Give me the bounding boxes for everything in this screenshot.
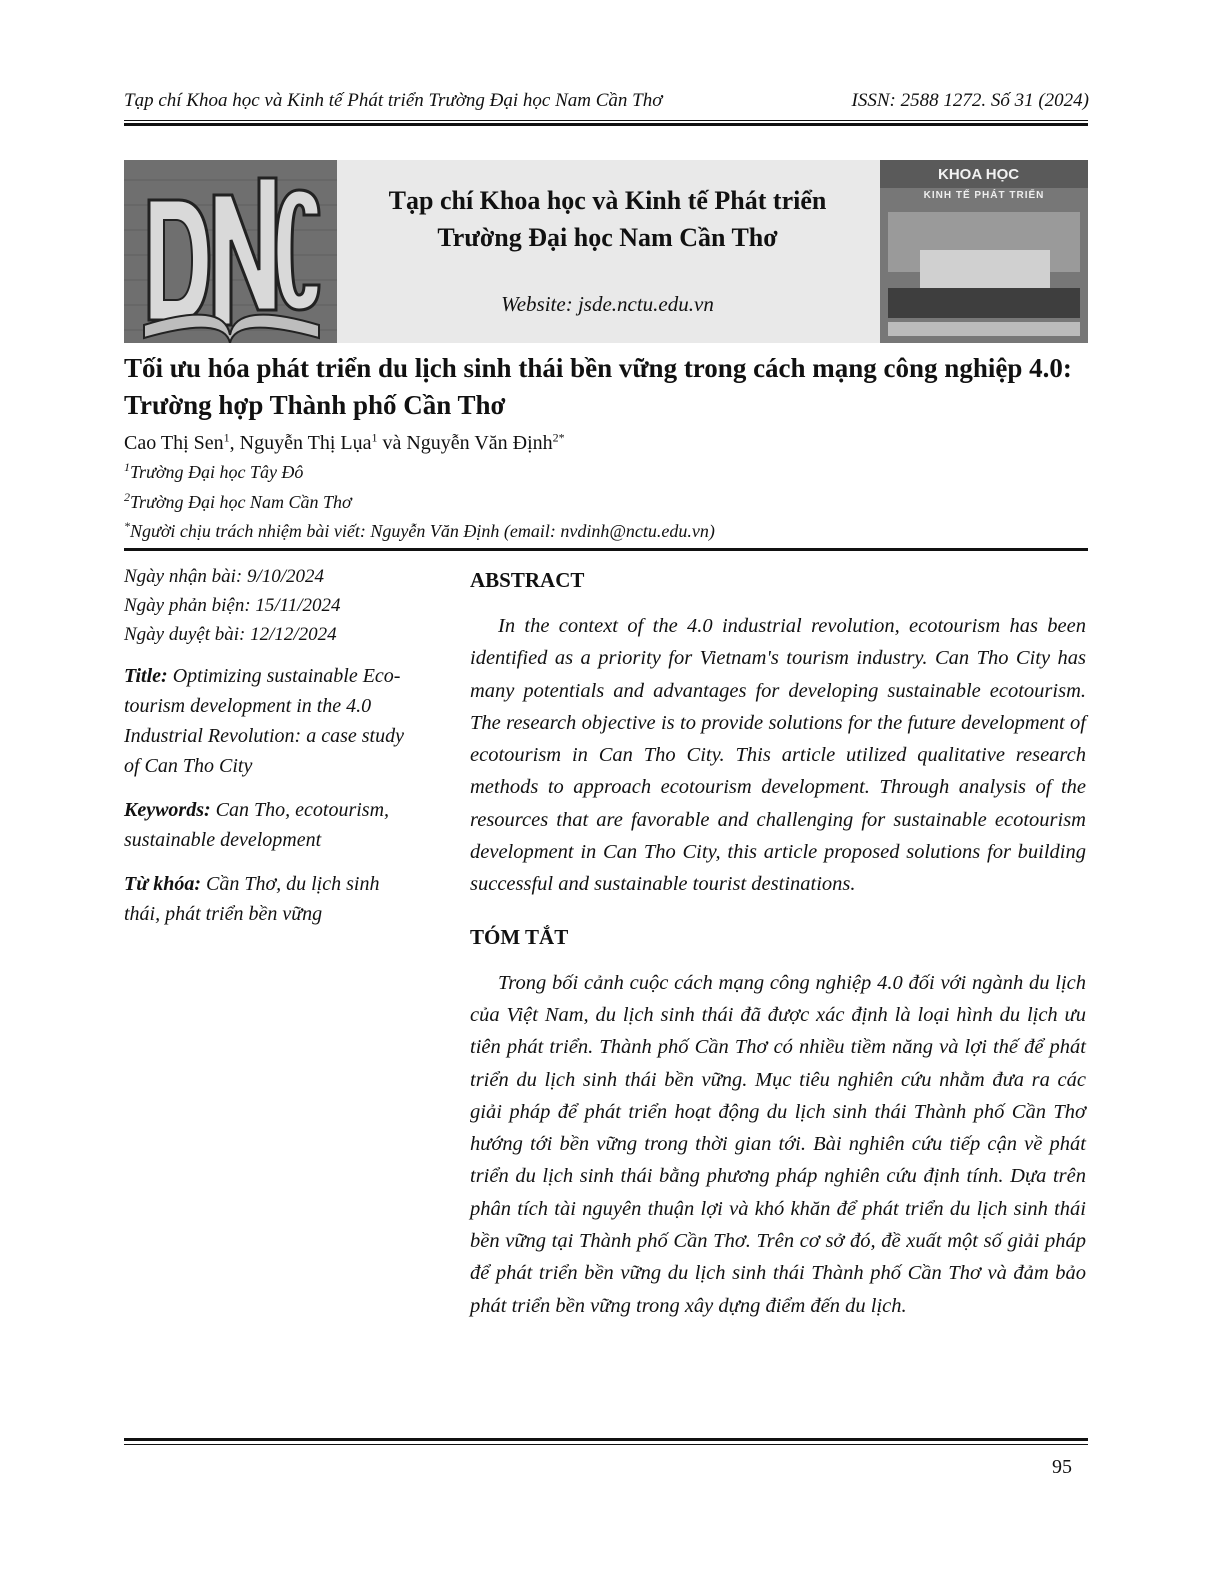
affiliation-mark: 1 bbox=[124, 460, 130, 474]
article-info-sidebar bbox=[124, 562, 414, 943]
title-label: Title: bbox=[124, 665, 168, 687]
title-block-rule bbox=[124, 548, 1088, 551]
affiliation-text: Trường Đại học Tây Đô bbox=[130, 462, 304, 482]
banner-title bbox=[340, 182, 875, 256]
author-separator: , bbox=[229, 432, 240, 454]
author-name: Nguyễn Thị Lụa bbox=[239, 432, 372, 454]
tukhoa: Cần Thơ, du lịch sinh thái, phát triển bền vững bbox=[124, 873, 380, 925]
running-header-issn: ISSN: 2588 1272. Số 31 (2024) bbox=[851, 90, 1089, 111]
tomtat-heading: TÓM TẮT bbox=[470, 924, 569, 949]
paper-title-line2: Trường hợp Thành phố Cần Thơ bbox=[124, 390, 506, 420]
tomtat-text: Trong bối cảnh cuộc cách mạng công nghiệp 4.0 đối với ngành du lịch của Việt Nam, du lịch sinh thái đã được xác định là loại hình du lịch ưu tiên phát triển. Thành phố Cần Thơ có nhiều tiềm năng và lợi thế để phát triển du lịch sinh thái bền vững. Mục tiêu nghiên cứu nhằm đưa ra các giải pháp để phát triển hoạt động du lịch sinh thái Thành phố Cần Thơ hướng tới bền vững trong thời gian tới. Bài nghiên cứu tiếp cận về phát triển du lịch sinh thái bằng phương pháp nghiên cứu định tính. Dựa trên phân tích tài nguyên thuận lợi và khó khăn để phát triển du lịch sinh thái bền vững tại Thành phố Cần Thơ. Trên cơ sở đó, đề xuất một số giải pháp để phát triển bền vững du lịch sinh thái Thành phố Cần Thơ và đảm bảo phát triển bền vững trong xây dựng điểm đến du lịch. bbox=[470, 971, 1086, 1317]
affiliation-mark: 2 bbox=[124, 490, 130, 504]
abstract-column bbox=[470, 566, 1086, 1322]
paper-title bbox=[124, 350, 1094, 424]
affiliation-text: Trường Đại học Nam Cần Thơ bbox=[130, 492, 352, 512]
abstract-text: In the context of the 4.0 industrial revolution, ecotourism has been identified as a priority for Vietnam's tourism industry. Can Tho City has many potentials and advantages for developing sustainable ecotourism. The research objective is to provide solutions for the future development of ecotourism in Can Tho City. This article utilized qualitative research methods to approach ecotourism development. Through analysis of the resources that are favorable and challenging for sustainable ecotourism development in Can Tho City, this article proposed solutions for building successful and sustainable tourist destinations. bbox=[470, 615, 1086, 896]
author-affiliation-mark: 2* bbox=[552, 430, 565, 445]
date-reviewed: Ngày phản biện: 15/11/2024 bbox=[124, 595, 341, 616]
affiliation bbox=[124, 492, 352, 513]
author-name: Cao Thị Sen bbox=[124, 432, 224, 454]
article-dates bbox=[124, 562, 414, 649]
footer-rule-thick bbox=[124, 1438, 1088, 1441]
english-title-block bbox=[124, 661, 414, 781]
page-number: 95 bbox=[1052, 1456, 1072, 1478]
header-rule-thin bbox=[124, 120, 1088, 121]
date-received: Ngày nhận bài: 9/10/2024 bbox=[124, 566, 325, 587]
banner-title-line2: Trường Đại học Nam Cần Thơ bbox=[437, 223, 778, 252]
paper-title-line1: Tối ưu hóa phát triển du lịch sinh thái bền vững trong cách mạng công nghiệp 4.0: bbox=[124, 353, 1072, 383]
running-header-journal: Tạp chí Khoa học và Kinh tế Phát triển Trường Đại học Nam Cần Thơ bbox=[124, 90, 663, 111]
keywords-label: Keywords: bbox=[124, 799, 211, 821]
english-title: Optimizing sustainable Eco-tourism development in the 4.0 Industrial Revolution: a case study of Can Tho City bbox=[124, 665, 404, 777]
footer-rule-thin bbox=[124, 1444, 1088, 1445]
abstract-heading: ABSTRACT bbox=[470, 568, 585, 592]
tukhoa-block bbox=[124, 869, 414, 929]
author-name: Nguyễn Văn Định bbox=[406, 432, 553, 454]
banner-title-line1: Tạp chí Khoa học và Kinh tế Phát triển bbox=[388, 186, 827, 215]
header-rule-thick bbox=[124, 123, 1088, 126]
author-list bbox=[124, 432, 565, 455]
banner-website: Website: jsde.nctu.edu.vn bbox=[501, 292, 714, 316]
author-separator: và bbox=[377, 432, 407, 454]
dnc-logo-icon bbox=[124, 160, 337, 343]
keywords-block bbox=[124, 795, 414, 855]
tukhoa-label: Từ khóa: bbox=[124, 873, 201, 895]
keywords: Can Tho, ecotourism, sustainable development bbox=[124, 799, 390, 851]
journal-cover-image bbox=[880, 160, 1088, 343]
affiliation bbox=[124, 462, 303, 483]
affiliation-mark: * bbox=[124, 519, 130, 533]
author-affiliation-mark: 1 bbox=[371, 430, 378, 445]
corresponding-author bbox=[124, 521, 715, 542]
author-affiliation-mark: 1 bbox=[223, 430, 230, 445]
cover-title-line2: KINH TẾ PHÁT TRIỂN bbox=[923, 190, 1045, 201]
cover-title-line1: KHOA HỌC bbox=[938, 166, 1020, 183]
date-accepted: Ngày duyệt bài: 12/12/2024 bbox=[124, 624, 337, 645]
corresponding-author-text: Người chịu trách nhiệm bài viết: Nguyễn Văn Định (email: nvdinh@nctu.edu.vn) bbox=[130, 521, 715, 541]
